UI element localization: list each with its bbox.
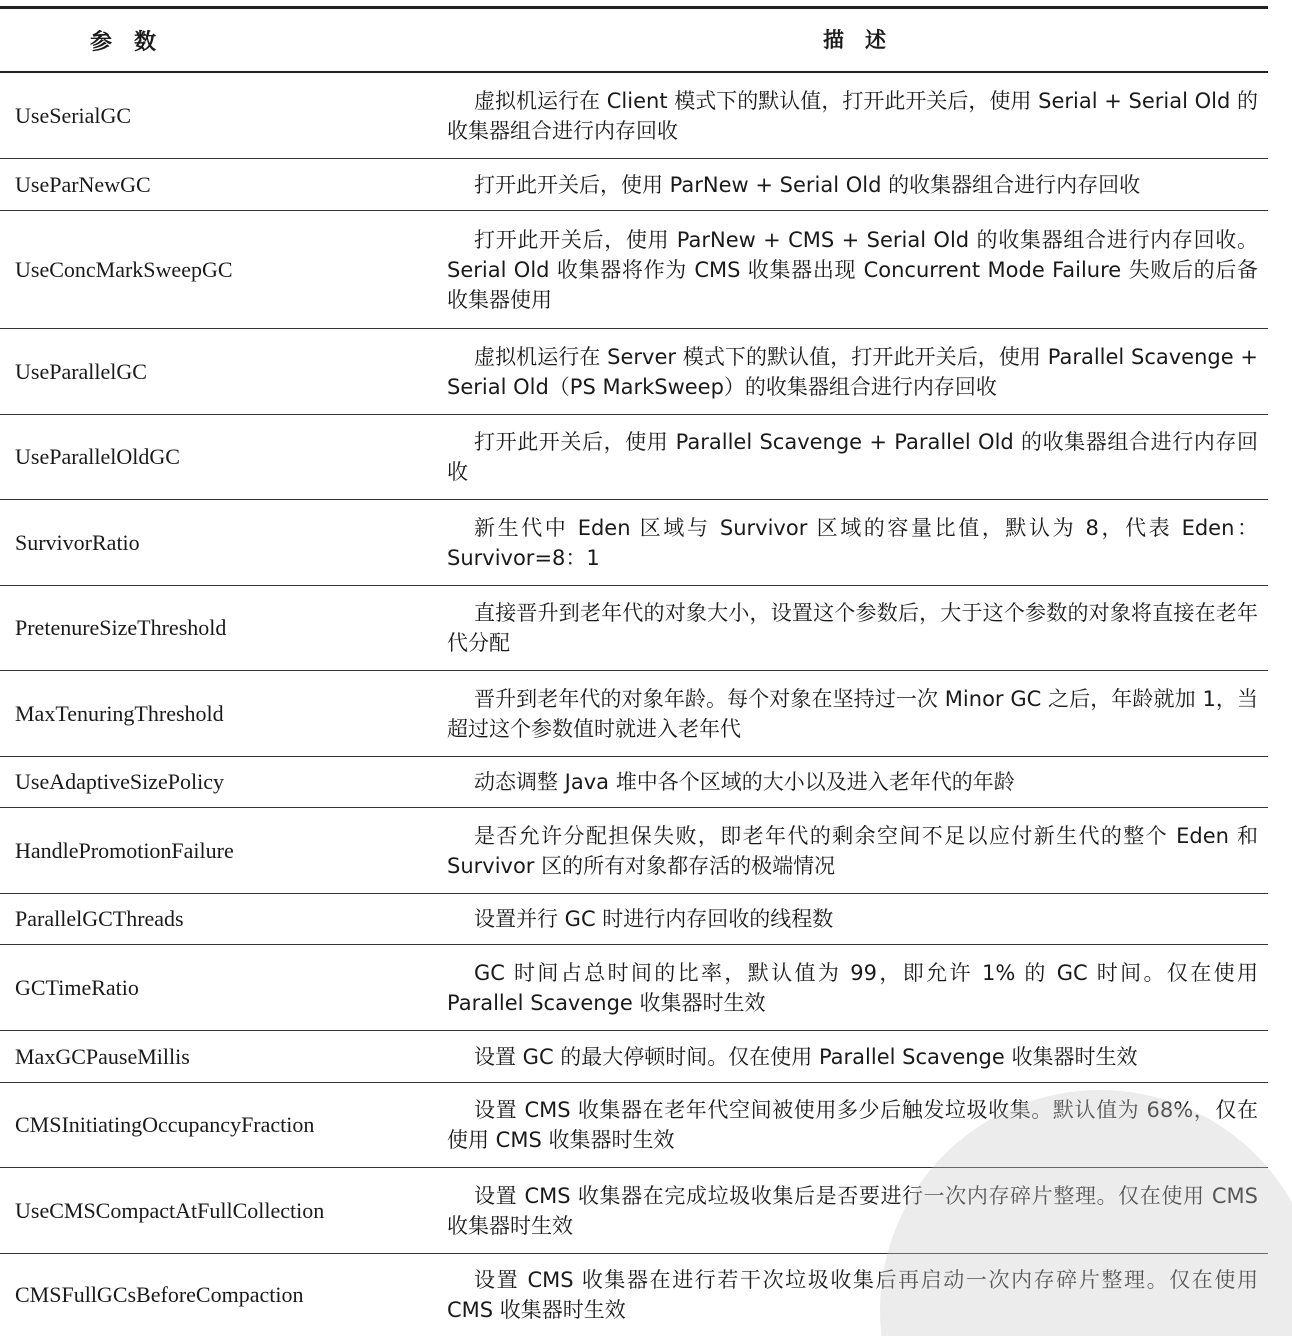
desc-cell: 晋升到老年代的对象年龄。每个对象在坚持过一次 Minor GC 之后，年龄就加 1，当超过这个参数值时就进入老年代	[447, 686, 1258, 741]
table-row	[0, 211, 1268, 329]
table-row	[0, 671, 1268, 757]
table-header	[0, 9, 1268, 73]
desc-cell: 动态调整 Java 堆中各个区域的大小以及进入老年代的年龄	[474, 770, 1015, 794]
desc-cell: 打开此开关后，使用 ParNew + Serial Old 的收集器组合进行内存回收	[474, 172, 1141, 197]
desc-cell: 虚拟机运行在 Client 模式下的默认值，打开此开关后，使用 Serial + Serial Old 的收集器组合进行内存回收	[447, 88, 1258, 143]
param-cell: UseAdaptiveSizePolicy	[15, 769, 224, 794]
desc-cell: 打开此开关后，使用 Parallel Scavenge + Parallel Old 的收集器组合进行内存回收	[447, 430, 1258, 484]
table-row	[0, 1168, 1268, 1254]
table-row	[0, 586, 1268, 671]
desc-cell: GC 时间占总时间的比率，默认值为 99，即允许 1% 的 GC 时间。仅在使用 Parallel Scavenge 收集器时生效	[447, 960, 1258, 1015]
desc-cell: 直接晋升到老年代的对象大小，设置这个参数后，大于这个参数的对象将直接在老年代分配	[447, 601, 1258, 655]
table-row	[0, 1083, 1268, 1168]
desc-cell: 设置并行 GC 时进行内存回收的线程数	[474, 907, 834, 931]
param-cell: ParallelGCThreads	[15, 906, 184, 931]
desc-cell: 打开此开关后，使用 ParNew + CMS + Serial Old 的收集器组合进行内存回收。Serial Old 收集器将作为 CMS 收集器出现 Concurrent Mode Failure 失败后的后备收集器使用	[447, 227, 1258, 312]
param-cell: SurvivorRatio	[15, 529, 140, 555]
param-cell: CMSInitiatingOccupancyFraction	[15, 1112, 315, 1137]
desc-cell: 是否允许分配担保失败，即老年代的剩余空间不足以应付新生代的整个 Eden 和 Survivor 区的所有对象都存活的极端情况	[447, 823, 1258, 878]
param-cell: UseCMSCompactAtFullCollection	[15, 1197, 325, 1223]
table-row	[0, 500, 1268, 586]
table-row	[0, 415, 1268, 500]
table-row	[0, 808, 1268, 894]
param-cell: MaxTenuringThreshold	[15, 700, 224, 726]
param-cell: UseParNewGC	[15, 171, 151, 197]
table-row	[0, 1254, 1268, 1336]
param-cell: UseParallelOldGC	[15, 444, 180, 469]
param-cell: UseParallelGC	[15, 358, 147, 384]
table-row	[0, 329, 1268, 415]
desc-cell: 设置 GC 的最大停顿时间。仅在使用 Parallel Scavenge 收集器时生效	[474, 1044, 1138, 1069]
param-cell: PretenureSizeThreshold	[15, 615, 227, 640]
desc-cell: 设置 CMS 收集器在完成垃圾收集后是否要进行一次内存碎片整理。仅在使用 CMS 收集器时生效	[447, 1183, 1258, 1238]
table-row	[0, 945, 1268, 1031]
table-row	[0, 894, 1268, 945]
param-cell: HandlePromotionFailure	[15, 837, 234, 863]
param-cell: UseConcMarkSweepGC	[15, 256, 233, 282]
table-row	[0, 159, 1268, 211]
table-row	[0, 757, 1268, 808]
gc-parameters-table	[0, 6, 1268, 1336]
param-cell: UseSerialGC	[15, 102, 132, 128]
param-cell: CMSFullGCsBeforeCompaction	[15, 1282, 304, 1307]
header-desc: 描 述	[823, 28, 886, 52]
desc-cell: 虚拟机运行在 Server 模式下的默认值，打开此开关后，使用 Parallel Scavenge + Serial Old（PS MarkSweep）的收集器组合进行内存回收	[447, 344, 1258, 399]
param-cell: GCTimeRatio	[15, 974, 139, 1000]
table-row	[0, 73, 1268, 159]
desc-cell: 设置 CMS 收集器在老年代空间被使用多少后触发垃圾收集。默认值为 68%，仅在使用 CMS 收集器时生效	[447, 1098, 1258, 1152]
table-row	[0, 1031, 1268, 1083]
desc-cell: 设置 CMS 收集器在进行若干次垃圾收集后再启动一次内存碎片整理。仅在使用 CMS 收集器时生效	[447, 1268, 1258, 1322]
desc-cell: 新生代中 Eden 区域与 Survivor 区域的容量比值，默认为 8，代表 Eden：Survivor=8：1	[447, 515, 1258, 570]
header-param: 参 数	[90, 28, 157, 54]
param-cell: MaxGCPauseMillis	[15, 1043, 190, 1069]
